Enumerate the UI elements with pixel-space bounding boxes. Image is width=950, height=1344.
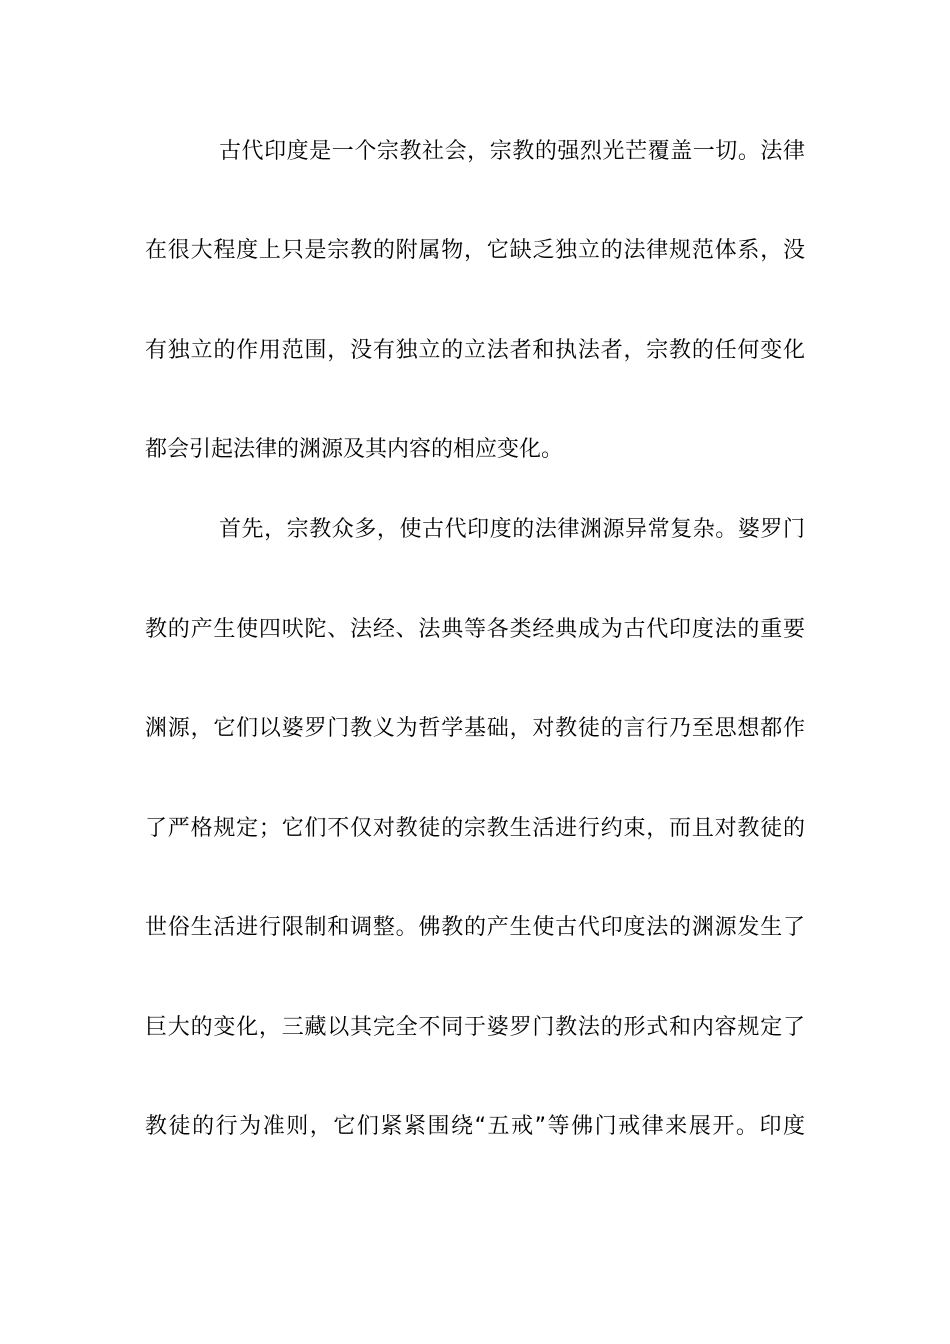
text-line: 首先，宗教众多，使古代印度的法律渊源异常复杂。婆罗门	[219, 517, 805, 542]
text-line: 了严格规定；它们不仅对教徒的宗教生活进行约束，而且对教徒的	[145, 816, 805, 841]
text-line: 有独立的作用范围，没有独立的立法者和执法者，宗教的任何变化	[145, 338, 805, 363]
text-line: 古代印度是一个宗教社会，宗教的强烈光芒覆盖一切。法律	[219, 139, 805, 164]
text-line: 教徒的行为准则，它们紧紧围绕“五戒”等佛门戒律来展开。印度	[145, 1114, 805, 1139]
text-line: 在很大程度上只是宗教的附属物，它缺乏独立的法律规范体系，没	[145, 238, 805, 263]
text-line: 渊源，它们以婆罗门教义为哲学基础，对教徒的言行乃至思想都作	[145, 716, 805, 741]
text-line: 世俗生活进行限制和调整。佛教的产生使古代印度法的渊源发生了	[145, 915, 805, 940]
text-line: 巨大的变化，三藏以其完全不同于婆罗门教法的形式和内容规定了	[145, 1015, 805, 1040]
text-line: 教的产生使四吠陀、法经、法典等各类经典成为古代印度法的重要	[145, 617, 805, 642]
text-line: 都会引起法律的渊源及其内容的相应变化。	[145, 437, 564, 462]
